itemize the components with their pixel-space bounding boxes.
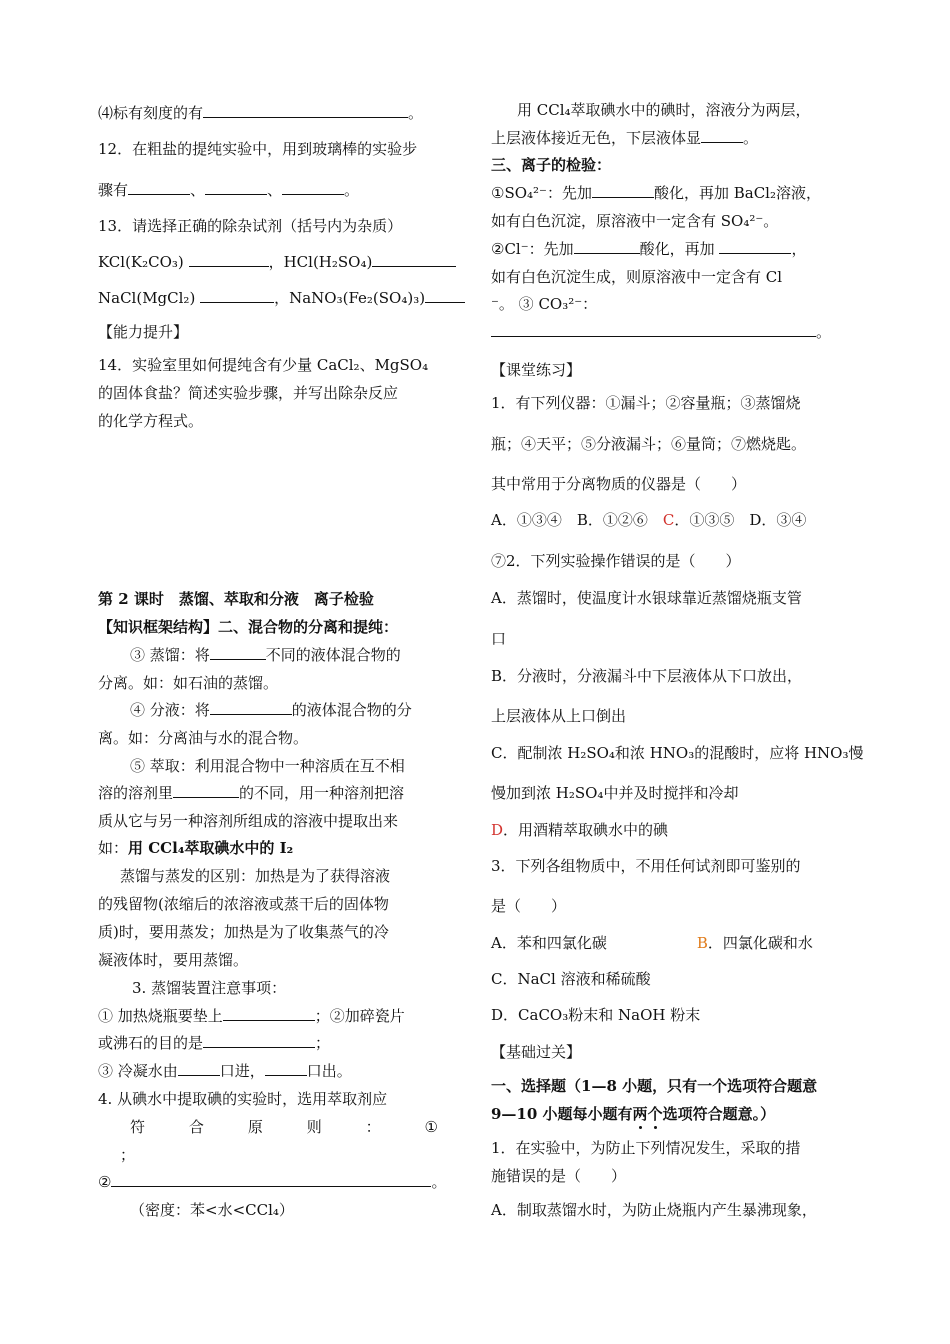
distill-line1	[130, 645, 401, 665]
text: 选项符合题意。）	[662, 1105, 776, 1123]
text: ；②加碎瓷片	[314, 1007, 405, 1025]
p3-line1: 3．下列各组物质中，不用任何试剂即可鉴别的	[491, 857, 801, 875]
q4b-line4	[98, 1172, 446, 1192]
q12-line2	[98, 180, 359, 200]
emphasis-char: 个	[647, 1105, 663, 1123]
p1-line3: 其中常用于分离物质的仪器是（ ）	[491, 475, 747, 493]
cl-line3: ⁻。 ③ CO₃²⁻：	[491, 295, 598, 313]
cl-line2: 如有白色沉淀生成，则原溶液中一定含有 Cl	[491, 268, 783, 286]
text: ③ 冷凝水由	[98, 1062, 178, 1080]
text: 酸化，再加 BaCl₂溶液，	[653, 184, 821, 202]
text: ① 加热烧瓶要垫上	[98, 1007, 223, 1025]
text: ：	[365, 1118, 381, 1136]
p3-options-AB	[491, 933, 813, 953]
diff-line4: 凝液体时，要用蒸馏。	[98, 951, 249, 969]
blank[interactable]	[203, 1033, 315, 1048]
text: 。	[431, 1173, 447, 1191]
extract-line4	[98, 838, 293, 858]
blank[interactable]	[128, 180, 190, 195]
text: 的不同，用一种溶剂把溶	[239, 784, 405, 802]
blank[interactable]	[265, 1061, 307, 1076]
text: ②Cl⁻：先加	[491, 240, 574, 258]
note-line3	[98, 1061, 352, 1081]
cl-line1	[491, 239, 806, 259]
blank[interactable]	[205, 180, 267, 195]
p2-D-line	[491, 820, 668, 840]
extract-line1: ⑤ 萃取：利用混合物中一种溶质在互不相	[130, 757, 405, 775]
diff-line2: 的残留物(浓缩后的浓溶液或蒸干后的固体物	[98, 895, 389, 913]
text: 合	[188, 1118, 204, 1136]
q13-item-a: KCl(K₂CO₃)	[98, 253, 184, 271]
extract-line2	[98, 783, 404, 803]
text: 口出。	[306, 1062, 352, 1080]
punct: 。	[344, 181, 360, 199]
text: ．四氯化碳和水	[707, 934, 813, 952]
text: 如：	[98, 839, 129, 857]
q12-line1: 12．在粗盐的提纯实验中，用到玻璃棒的实验步	[98, 140, 418, 158]
text: ③ 蒸馏：将	[130, 646, 210, 664]
p2-A-line2: 口	[491, 630, 507, 648]
p3-option-D: D．CaCO₃粉末和 NaOH 粉末	[491, 1006, 701, 1024]
text: 酸化，再加	[639, 240, 715, 258]
q14-line3: 的化学方程式。	[98, 412, 204, 430]
blank[interactable]	[210, 700, 292, 715]
punct: 、	[267, 181, 283, 199]
punct: ，	[274, 289, 290, 307]
blank[interactable]	[189, 252, 269, 267]
p3-option-C: C．NaCl 溶液和稀硫酸	[491, 970, 651, 988]
text: ；	[315, 1034, 331, 1052]
q13-row2	[98, 288, 465, 308]
note-line1	[98, 1006, 405, 1026]
p2-line: ⑦2．下列实验操作错误的是（ ）	[491, 552, 741, 570]
blank[interactable]	[200, 288, 274, 303]
q13-item-b: HCl(H₂SO₄)	[283, 253, 373, 271]
blank[interactable]	[719, 239, 791, 254]
text: A．苯和四氯化碳	[491, 934, 607, 952]
text: 原	[247, 1118, 263, 1136]
p2-B-line1: B．分液时，分液漏斗中下层液体从下口放出，	[491, 667, 803, 685]
ability-heading: 【能力提升】	[98, 323, 189, 341]
p1-line2: 瓶；④天平；⑤分液漏斗；⑥量筒；⑦燃烧匙。	[491, 435, 807, 453]
text: ．用酒精萃取碘水中的碘	[503, 821, 669, 839]
punct: 。	[408, 104, 424, 122]
text: 的液体混合物的分	[291, 701, 412, 719]
emphasis-char: 两	[632, 1105, 648, 1123]
text: 符	[130, 1118, 146, 1136]
text: ，	[791, 240, 807, 258]
q4-line	[98, 103, 423, 123]
blank[interactable]	[111, 1172, 431, 1187]
text: 。	[743, 129, 759, 147]
p3-line2: 是（ ）	[491, 897, 567, 915]
text: 上层液体接近无色，下层液体显	[491, 129, 702, 147]
so4-line1	[491, 183, 821, 203]
q4b-line2	[130, 1117, 438, 1137]
framework-heading: 【知识框架结构】二、混合物的分离和提纯：	[98, 618, 399, 636]
text: 则	[306, 1118, 322, 1136]
q13-item-d: NaNO₃(Fe₂(SO₄)₃)	[289, 289, 426, 307]
blank[interactable]	[282, 180, 344, 195]
text: ①SO₄²⁻：先加	[491, 184, 592, 202]
answer-letter: C	[662, 511, 675, 529]
blank[interactable]	[574, 239, 640, 254]
so4-line2: 如有白色沉淀，原溶液中一定含有 SO₄²⁻。	[491, 212, 779, 230]
blank[interactable]	[491, 322, 816, 337]
cl-line4	[491, 322, 831, 342]
diff-line1: 蒸馏与蒸发的区别：加热是为了获得溶液	[120, 867, 391, 885]
p1-options	[491, 510, 806, 530]
text: 或沸石的目的是	[98, 1034, 204, 1052]
text: A．①③④ B．①②⑥	[491, 511, 663, 529]
answer-letter: B	[696, 934, 708, 952]
lesson-title: 第 2 课时 蒸馏、萃取和分液 离子检验	[98, 590, 374, 608]
text: ①	[424, 1118, 438, 1136]
blank[interactable]	[210, 645, 266, 660]
q13-item-c: NaCl(MgCl₂)	[98, 289, 196, 307]
p2-C-line2: 慢加到浓 H₂SO₄中并及时搅拌和冷却	[491, 784, 739, 802]
text: ②	[98, 1173, 112, 1191]
b1-line2: 施错误的是（ ）	[491, 1167, 627, 1185]
text: 不同的液体混合物的	[265, 646, 401, 664]
blank[interactable]	[173, 783, 239, 798]
p1-line1: 1．有下列仪器：①漏斗；②容量瓶；③蒸馏烧	[491, 394, 801, 412]
blank[interactable]	[701, 128, 743, 143]
ccl4-line2	[491, 128, 758, 148]
q14-line1: 14．实验室里如何提纯含有少量 CaCl₂、MgSO₄	[98, 356, 429, 374]
notes-title: 3. 蒸馏装置注意事项：	[132, 979, 287, 997]
punct: 、	[190, 181, 206, 199]
text: ④ 分液：将	[130, 701, 210, 719]
b1-line1: 1．在实验中，为防止下列情况发生，采取的措	[491, 1139, 801, 1157]
distill-line2: 分离。如：如石油的蒸馏。	[98, 674, 279, 692]
punct: ，	[268, 253, 284, 271]
text: 口进，	[219, 1062, 265, 1080]
text: 溶的溶剂里	[98, 784, 174, 802]
q4b-line3: ；	[120, 1146, 136, 1164]
extract-line3: 质从它与另一种溶剂所组成的溶液中提取出来	[98, 812, 399, 830]
q13-line: 13．请选择正确的除杂试剂（括号内为杂质）	[98, 217, 403, 235]
text: ．①③⑤ D．③④	[674, 511, 807, 529]
q12-prefix: 骤有	[98, 181, 129, 199]
sep-line1	[130, 700, 412, 720]
answer-letter: D	[491, 821, 504, 839]
basic-heading: 【基础过关】	[491, 1043, 582, 1061]
text: 。	[816, 323, 832, 341]
b1-option-A: A．制取蒸馏水时，为防止烧瓶内产生暴沸现象，	[491, 1201, 817, 1219]
q14-line2: 的固体食盐？简述实验步骤，并写出除杂反应	[98, 384, 399, 402]
text: 用 CCl₄萃取碘水中的 I₂	[128, 839, 294, 857]
practice-heading: 【课堂练习】	[491, 361, 582, 379]
p2-B-line2: 上层液体从上口倒出	[491, 707, 627, 725]
blank[interactable]	[178, 1061, 220, 1076]
q13-row1	[98, 252, 456, 272]
ccl4-line1: 用 CCl₄萃取碘水中的碘时，溶液分为两层，	[517, 101, 811, 119]
ion-heading: 三、离子的检验：	[491, 156, 612, 174]
blank[interactable]	[203, 103, 408, 118]
diff-line3: 质)时，要用蒸发；加热是为了收集蒸气的冷	[98, 923, 389, 941]
mc-instruction-line1: 一、选择题（1—8 小题，只有一个选项符合题意	[491, 1077, 818, 1095]
sep-line2: 离。如：分离油与水的混合物。	[98, 729, 309, 747]
q4b-line1: 4. 从碘水中提取碘的实验时，选用萃取剂应	[98, 1090, 388, 1108]
note-line2	[98, 1033, 330, 1053]
mc-instruction-line2	[491, 1104, 775, 1124]
q4-label: ⑷标有刻度的有	[98, 104, 204, 122]
blank[interactable]	[425, 288, 465, 303]
blank[interactable]	[223, 1006, 315, 1021]
p2-A-line1: A．蒸馏时，使温度计水银球靠近蒸馏烧瓶支管	[491, 589, 802, 607]
text: 9—10 小题每小题有	[491, 1105, 633, 1123]
p2-C-line1: C．配制浓 H₂SO₄和浓 HNO₃的混酸时，应将 HNO₃慢	[491, 744, 864, 762]
blank[interactable]	[372, 252, 456, 267]
blank[interactable]	[592, 183, 654, 198]
density-note: （密度：苯<水<CCl₄）	[130, 1201, 294, 1219]
